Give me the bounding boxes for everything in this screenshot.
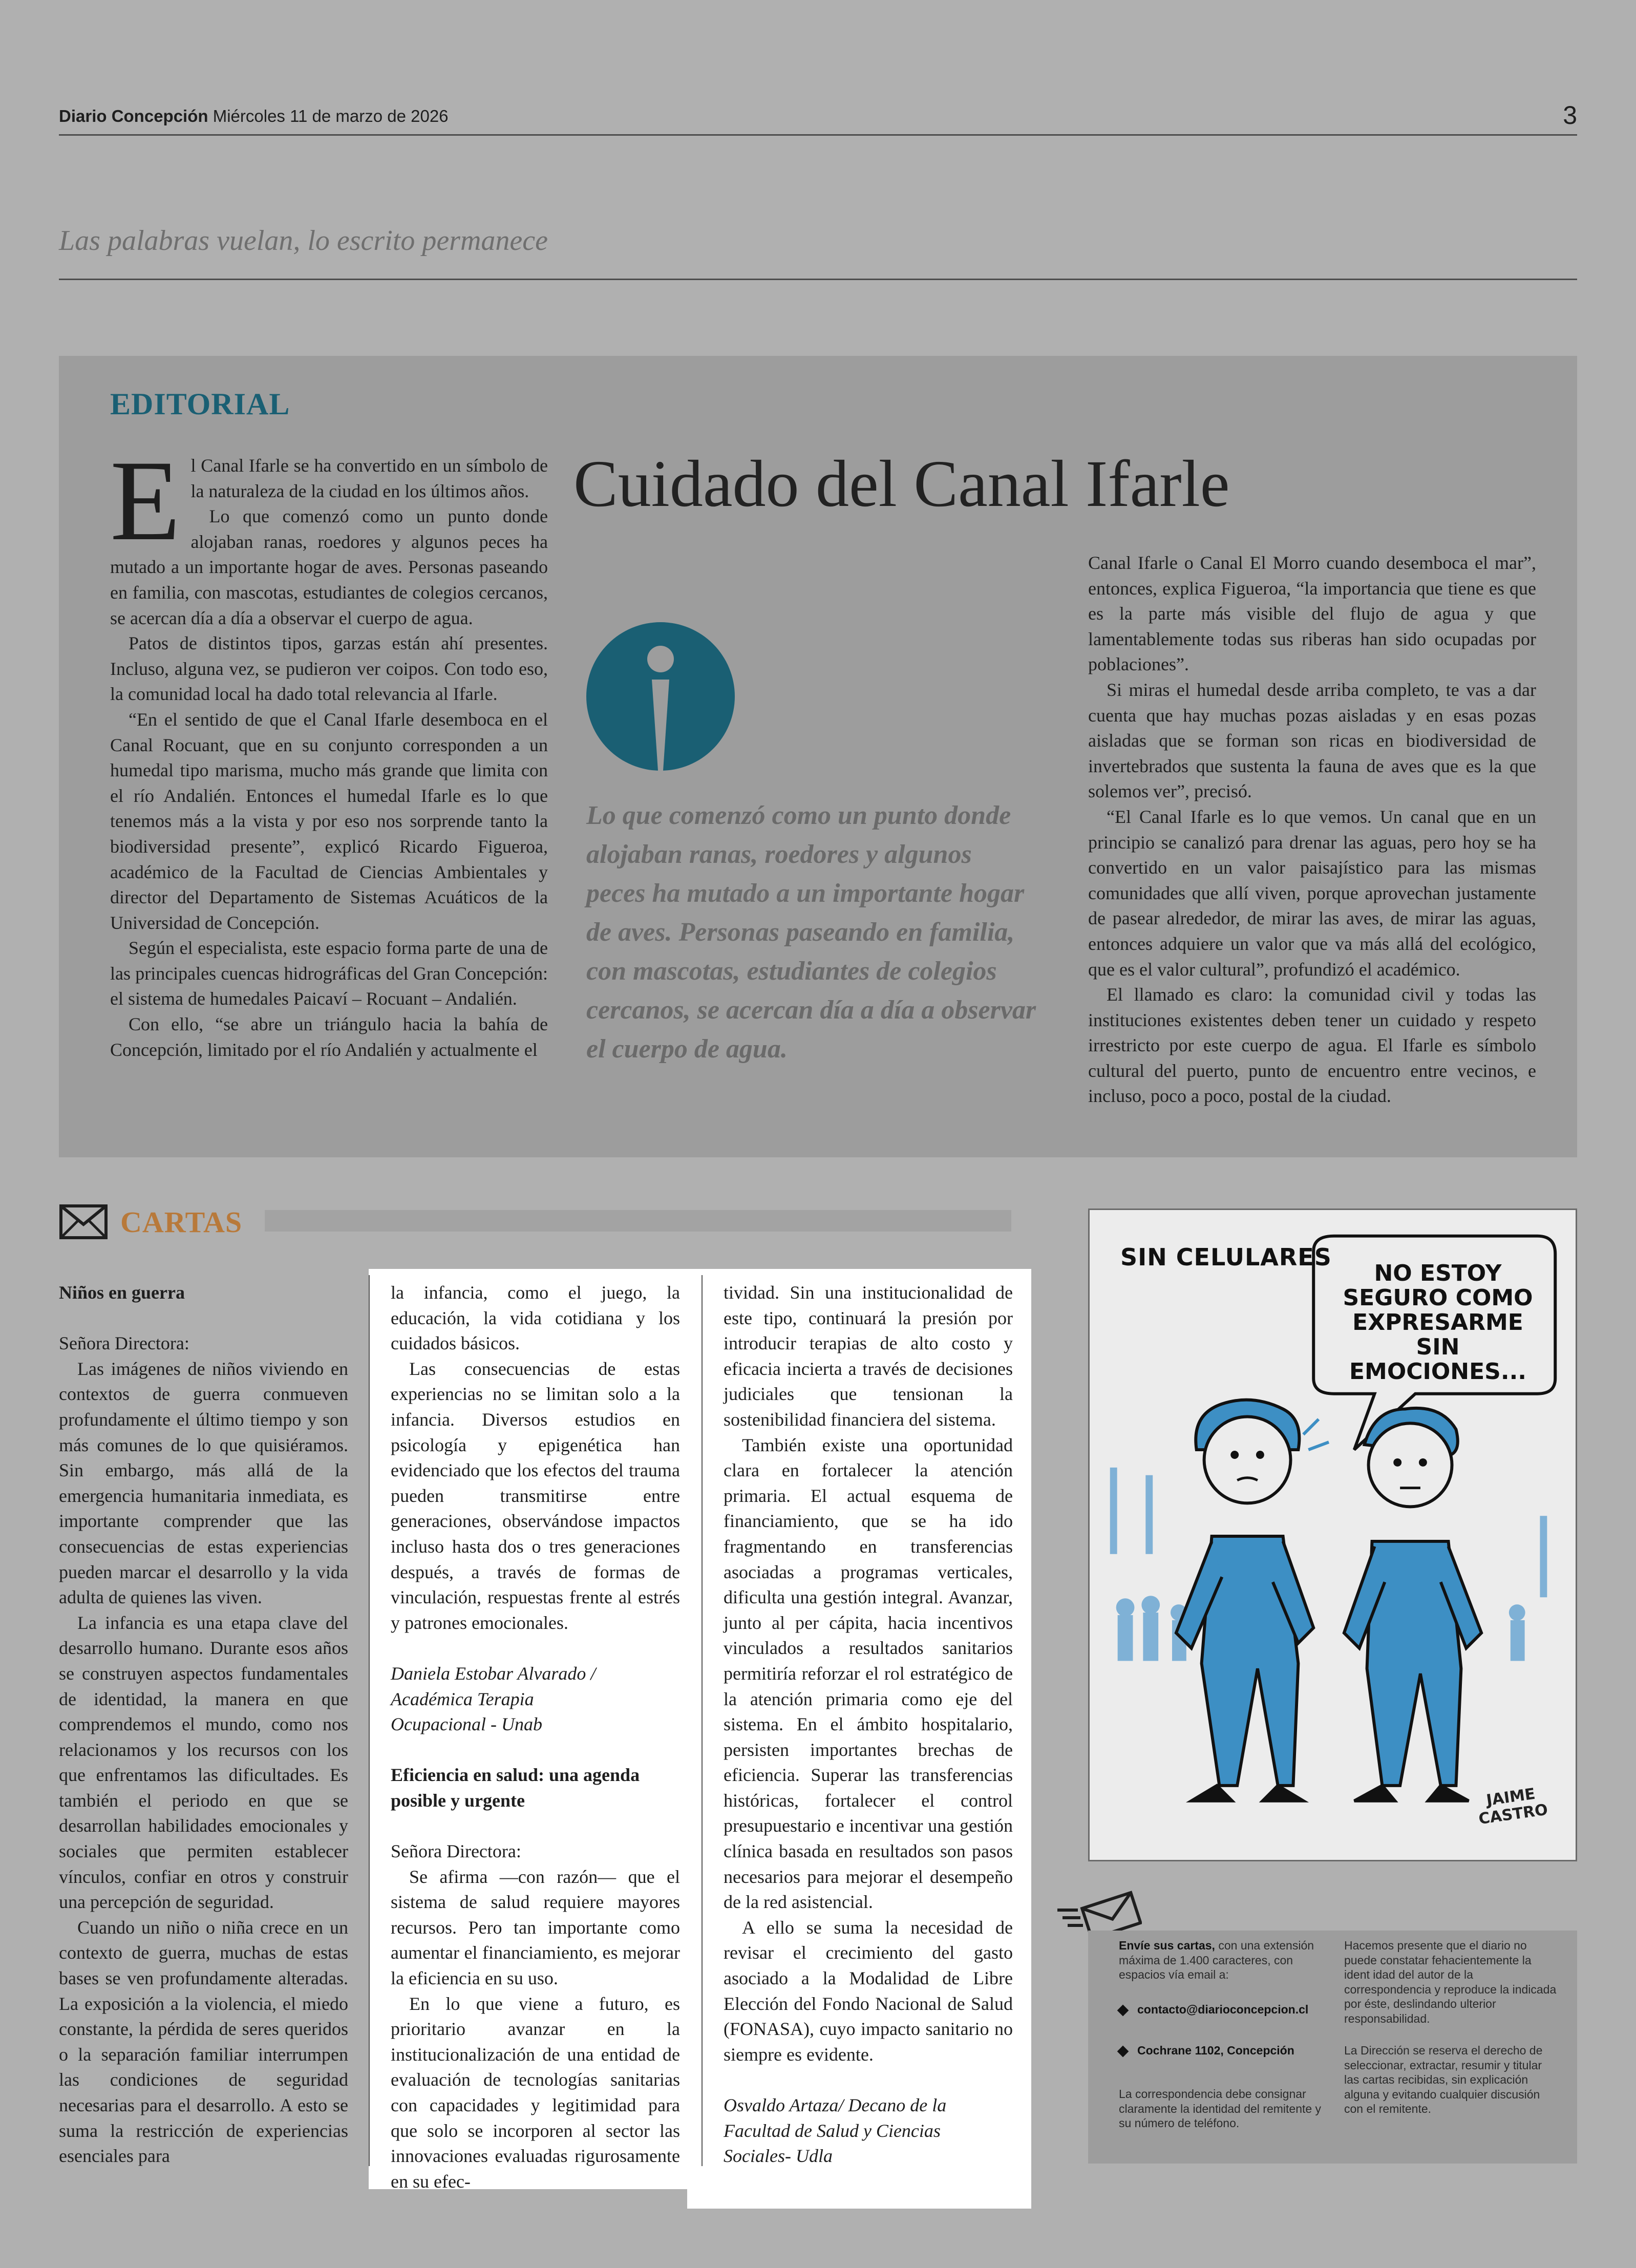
editorial-paragraph: El Canal Ifarle se ha convertido en un símbolo de la naturaleza de la ciudad en los últimos años.: [110, 436, 548, 564]
cartas-label: CARTAS: [120, 1205, 243, 1239]
letters-column-2: [391, 1280, 680, 2194]
letter-paragraph: tividad. Sin una institucionalidad de este tipo, continuará la presión por introducir terapias de alto costo y eficacia incierta a través de decisiones judiciales que tensionan la sostenibilidad financiera del sistema.: [724, 1282, 1013, 1430]
editorial-paragraph: Si miras el humedal desde arriba completo, te vas a dar cuenta que hay muchas pozas aisladas y en esas pozas aisladas que se forman son ricas en biodiversidad de invertebrados que sustenta la fauna de aves que es la que solemos ver”, precisó.: [1088, 679, 1536, 802]
letter-paragraph: La infancia es una etapa clave del desarrollo humano. Durante esos años se construyen aspectos fundamentales de identidad, la manera en que comprendemos el mundo, como nos relacionamos y los recursos con los que enfrentamos las dificultades. Es también el periodo en que se desarrollan habilidades emocionales y sociales que permiten establecer vínculos, confiar en otros y construir una percepción de seguridad.: [59, 1612, 348, 1913]
cartas-header: [59, 1201, 1011, 1242]
masthead: [59, 107, 449, 126]
slogan-rule: [59, 279, 1577, 280]
cartas-header-bar: [265, 1210, 1011, 1232]
editorial-column-3: [1088, 550, 1536, 1109]
cartoonist-signature: JAIME CASTRO: [1477, 1785, 1549, 1829]
column-divider: [702, 1275, 703, 2166]
editorial-paragraph: Con ello, “se abre un triángulo hacia la bahía de Concepción, limitado por el río Andalién y actualmente el: [110, 1014, 548, 1060]
editorial-label: EDITORIAL: [110, 387, 290, 421]
editorial-paragraph: El llamado es claro: la comunidad civil y todas las instituciones existentes deben tener un cuidado y respeto irrestricto por este cuerpo de agua. El Ifarle es símbolo cultural del puerto, punto de encuentro entre vecinos, e incluso, poco a poco, postal de la ciudad.: [1088, 984, 1536, 1107]
letter-signature: Daniela Estobar Alvarado /: [391, 1663, 596, 1684]
submission-info-box: [1088, 1931, 1577, 2164]
submission-instructions: Envíe sus cartas, con una extensión máxima de 1.400 caracteres, con espacios vía email a:: [1119, 1939, 1314, 1981]
speech-bubble-text: NO ESTOY SEGURO COMO EXPRESARME SIN EMOCIONES...: [1343, 1260, 1533, 1385]
envelope-icon: [59, 1204, 108, 1240]
editorial-paragraph: Lo que comenzó como un punto donde alojaban ranas, roedores y algunos peces ha mutado a un importante hogar de aves. Personas paseando en familia, con mascotas, estudiantes de colegios cercanos, se acercan día a día a observar el cuerpo de agua.: [110, 506, 548, 628]
letter-signature: Ocupacional - Unab: [391, 1714, 542, 1735]
letter-salutation: Señora Directora:: [391, 1841, 521, 1862]
letter-salutation: Señora Directora:: [59, 1333, 189, 1354]
letter-paragraph: Cuando un niño o niña crece en un contexto de guerra, muchas de estas bases se ven profundamente alteradas. La exposición a la violencia, el miedo constante, la pérdida de seres queridos o la separación familiar interrumpen las condiciones de seguridad necesarias para el desarrollo. A esto se suma la restricción de experiencias esenciales para: [59, 1917, 348, 2167]
letter-paragraph: Las imágenes de niños viviendo en contextos de guerra conmueven profundamente el último tiempo y son más comunes de lo que quisiéramos. Sin embargo, más allá de la emergencia humanitaria inmediata, es importante comprender que las consecuencias de estas experiencias pueden marcar el desarrollo y la vida adulta de quienes las viven.: [59, 1358, 348, 1608]
letter-paragraph: Las consecuencias de estas experiencias no se limitan solo a la infancia. Diversos estudios en psicología y epigenética han evidenciado que los efectos del trauma pueden transmitirse entre generaciones, observándose impactos incluso hasta dos o tres generaciones después, a través de formas de vinculación, respuestas frente al estrés y patrones emocionales.: [391, 1358, 680, 1633]
editorial-title: Cuidado del Canal Ifarle: [573, 447, 1230, 521]
contact-email[interactable]: contacto@diarioconcepcion.cl: [1119, 2002, 1308, 2017]
editorial-paragraph: Canal Ifarle o Canal El Morro cuando desemboca el mar”, entonces, explica Figueroa, “la importancia que tiene es que es la parte más visible del flujo de agua y que lamentablemente todas sus riberas han sido ocupadas por poblaciones”.: [1088, 553, 1536, 675]
editorial-paragraph: Según el especialista, este espacio forma parte de una de las principales cuencas hidrográficas del Gran Concepción: el sistema de humedales Paicaví – Rocuant – Andalién.: [110, 938, 548, 1009]
issue-date: Miércoles 11 de marzo de 2026: [213, 107, 449, 125]
letter-paragraph: En lo que viene a futuro, es prioritario avanzar en la institucionalización de una entidad de evaluación de tecnologías sanitarias con capacidades y legitimidad para que solo se incorporen al sector las innovaciones evaluadas rigurosamente en su efec-: [391, 1993, 680, 2192]
publication-name: Diario Concepción: [59, 107, 208, 125]
cartoon-title: SIN CELULARES: [1120, 1243, 1332, 1271]
disclaimer-identity: Hacemos presente que el diario no puede constatar fehacientemente la ident idad del autor de la correspondencia y reproduce la indicada por éste, deslindando ulterior responsabilidad.: [1344, 1939, 1557, 2025]
identity-note: La correspondencia debe consignar claramente la identidad del remitente y su número de teléfono.: [1119, 2087, 1322, 2130]
editorial-column-1: [110, 436, 548, 1063]
letter-paragraph: A ello se suma la necesidad de revisar el crecimiento del gasto asociado a la Modalidad de Libre Elección del Fondo Nacional de Salud (FONASA), cuyo impacto sanitario no siempre es evidente.: [724, 1917, 1013, 2065]
cartoon: [1088, 1209, 1577, 1861]
editorial-paragraph: “El Canal Ifarle es lo que vemos. Un canal que en un principio se canalizó para drenar las aguas, pero hoy se ha convertido en un valor paisajístico para las mismas comunidades que allí viven, porque aprovechan justamente de pasear alrededor, de mirar las aves, de mirar las aguas, entonces adquiere un valor que va más allá del ecológico, que es el valor cultural”, profundizó el académico.: [1088, 806, 1536, 980]
info-icon: [586, 622, 735, 771]
letter-signature: Facultad de Salud y Ciencias: [724, 2120, 941, 2141]
header-rule: [59, 134, 1577, 136]
disclaimer-editing: La Dirección se reserva el derecho de seleccionar, extractar, resumir y titular las cartas recibidas, sin explicación alguna y evitando cualquier discusión con el remitente.: [1344, 2044, 1543, 2115]
bullet-icon: [1117, 2046, 1129, 2058]
letter-paragraph: la infancia, como el juego, la educación, la vida cotidiana y los cuidados básicos.: [391, 1282, 680, 1354]
editorial-paragraph: “En el sentido de que el Canal Ifarle desemboca en el Canal Rocuant, que en su conjunto corresponden a un humedal tipo marisma, mucho más grande que limita con el río Andalién. Entonces el humedal Ifarle es lo que tenemos más a la vista y por eso nos sorprende tanto la biodiversidad presente”, explicó Ricardo Figueroa, académico de la Facultad de Ciencias Ambientales y director del Departamento de Sistemas Acuáticos de la Universidad de Concepción.: [110, 709, 548, 933]
letters-column-3: [724, 1280, 1013, 2169]
column-divider: [369, 1275, 370, 2166]
drop-cap: E: [110, 436, 181, 564]
letters-column-1: [59, 1280, 348, 2169]
bullet-icon: [1117, 2005, 1129, 2017]
letter-paragraph: Se afirma —con razón— que el sistema de salud requiere mayores recursos. Pero tan importante como aumentar el financiamiento, es mejorar la eficiencia en su uso.: [391, 1866, 680, 1989]
section-slogan: Las palabras vuelan, lo escrito permanece: [59, 225, 548, 257]
letter-signature: Osvaldo Artaza/ Decano de la: [724, 2095, 947, 2115]
postal-address: Cochrane 1102, Concepción: [1119, 2043, 1294, 2058]
editorial-paragraph: Patos de distintos tipos, garzas están ahí presentes. Incluso, alguna vez, se pudieron ver coipos. Con todo eso, la comunidad local ha dado total relevancia al Ifarle.: [110, 633, 548, 705]
letter-signature: Sociales- Udla: [724, 2146, 833, 2167]
letter-paragraph: También existe una oportunidad clara en fortalecer la atención primaria. El actual esquema de financiamiento, que se ha ido fragmentando en transferencias asociadas a programas verticales, dificulta una gestión integral. Avanzar, junto al per cápita, hacia incentivos vinculados a resultados sanitarios permitiría reforzar el rol estratégico de la atención primaria como eje del sistema. En el ámbito hospitalario, persisten importantes brechas de eficiencia. Superar las transferencias históricas, fortalecer el control presupuestario e incentivar una gestión clínica basada en resultados son pasos necesarios para mejorar el desempeño de la red asistencial.: [724, 1434, 1013, 1913]
letter-title: Niños en guerra: [59, 1282, 185, 1303]
pull-quote: Lo que comenzó como un punto donde alojaban ranas, roedores y algunos peces ha mutado a un importante hogar de aves. Personas paseando en familia, con mascotas, estudiantes de colegios cercanos, se acercan día a día a observar el cuerpo de agua.: [586, 801, 1036, 1064]
editorial-box: [59, 356, 1577, 1157]
letter-signature: Académica Terapia: [391, 1688, 534, 1709]
letter-title: Eficiencia en salud: una agenda posible y urgente: [391, 1765, 640, 1811]
page-number: 3: [1563, 101, 1577, 130]
